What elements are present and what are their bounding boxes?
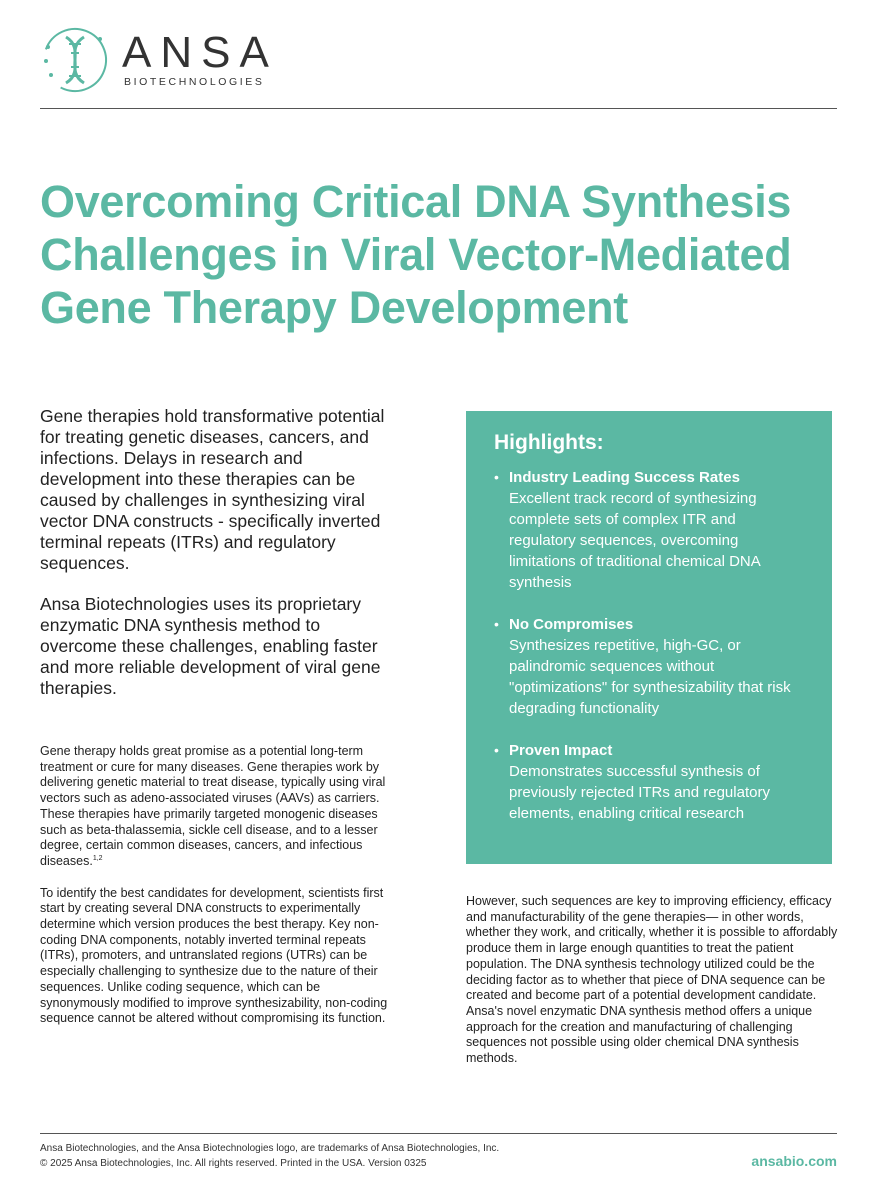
highlight-text: Demonstrates successful synthesis of previously rejected ITRs and regulatory elements, enabling critical research	[509, 763, 770, 822]
intro-paragraph: Gene therapies hold transformative potential for treating genetic diseases, cancers, and infections. Delays in research and development into these therapies can be caused by challenges in synthesizing viral vector DNA constructs - specifically inverted terminal repeats (ITRs) and regulatory sequences.	[40, 406, 385, 573]
highlight-item	[494, 614, 808, 719]
highlight-text: Synthesizes repetitive, high-GC, or palindromic sequences without "optimizations" for synthesizability that risk degrading functionality	[509, 637, 791, 717]
body-left-column	[40, 744, 390, 1043]
body-paragraph: However, such sequences are key to improving efficiency, efficacy and manufacturability of the gene therapies— in other words, whether they work, and critically, whether it is possible to affordably produce them in large enough quantities to treat the patient population. The DNA synthesis technology utilized could be the deciding factor as to whether that piece of DNA sequence can be created and become part of a potential development candidate. Ansa's novel enzymatic DNA synthesis method offers a unique approach for the creation and manufacturing of challenging sequences not possible using older chemical DNA synthesis methods.	[466, 894, 838, 1066]
highlight-title: Industry Leading Success Rates	[509, 469, 740, 486]
intro-paragraph: Ansa Biotechnologies uses its proprietary enzymatic DNA synthesis method to overcome these challenges, enabling faster and more reliable development of viral gene therapies.	[40, 594, 381, 698]
footer-copyright: © 2025 Ansa Biotechnologies, Inc. All rights reserved. Printed in the USA. Version 0325	[40, 1158, 427, 1169]
brand-name: ANSA	[122, 28, 278, 77]
highlight-text: Excellent track record of synthesizing complete sets of complex ITR and regulatory sequences, overcoming limitations of traditional chemical DNA synthesis	[509, 490, 760, 591]
bullet-icon: •	[494, 469, 499, 485]
header-divider	[40, 108, 837, 109]
body-paragraph	[40, 744, 390, 870]
brand-logo	[40, 25, 290, 95]
body-right-column	[466, 894, 838, 1083]
highlight-title: No Compromises	[509, 616, 634, 633]
highlight-title: Proven Impact	[509, 742, 613, 759]
body-paragraph-text: Gene therapy holds great promise as a potential long-term treatment or cure for many diseases. Gene therapies work by delivering genetic material to treat disease, typically using viral vectors such as adeno-associated viruses (AAVs) as carriers. These therapies have primarily targeted monogenic diseases such as beta-thalassemia, sickle cell disease, and to a lesser degree, certain common diseases, cancers, and infectious diseases.	[40, 744, 386, 868]
reference-superscript: 1,2	[92, 854, 103, 862]
dna-helix-icon	[40, 25, 110, 95]
body-paragraph: To identify the best candidates for development, scientists first start by creating several DNA constructs to experimentally determine which version produces the best therapy. Key non-coding DNA components, notably inverted terminal repeats (ITRs), promoters, and untranslated regions (UTRs) can be especially challenging to synthesize due to the nature of their sequences. Unlike coding sequence, which can be synonymously modified to improve synthesizability, non-coding sequence cannot be altered without compromising its function.	[40, 885, 388, 1026]
brand-subtitle: BIOTECHNOLOGIES	[124, 76, 265, 88]
highlights-box	[466, 411, 832, 864]
bullet-icon: •	[494, 742, 499, 758]
footer-divider	[40, 1133, 837, 1134]
highlights-heading: Highlights:	[494, 431, 604, 454]
highlight-item	[494, 740, 808, 824]
page-title: Overcoming Critical DNA Synthesis Challenges in Viral Vector-Mediated Gene Therapy Development	[40, 176, 792, 333]
bullet-icon: •	[494, 616, 499, 632]
highlight-item	[494, 467, 808, 593]
footer-website-link[interactable]: ansabio.com	[751, 1153, 837, 1169]
footer-trademark: Ansa Biotechnologies, and the Ansa Biotechnologies logo, are trademarks of Ansa Biotechnologies, Inc.	[40, 1143, 500, 1154]
intro-section	[40, 406, 400, 719]
